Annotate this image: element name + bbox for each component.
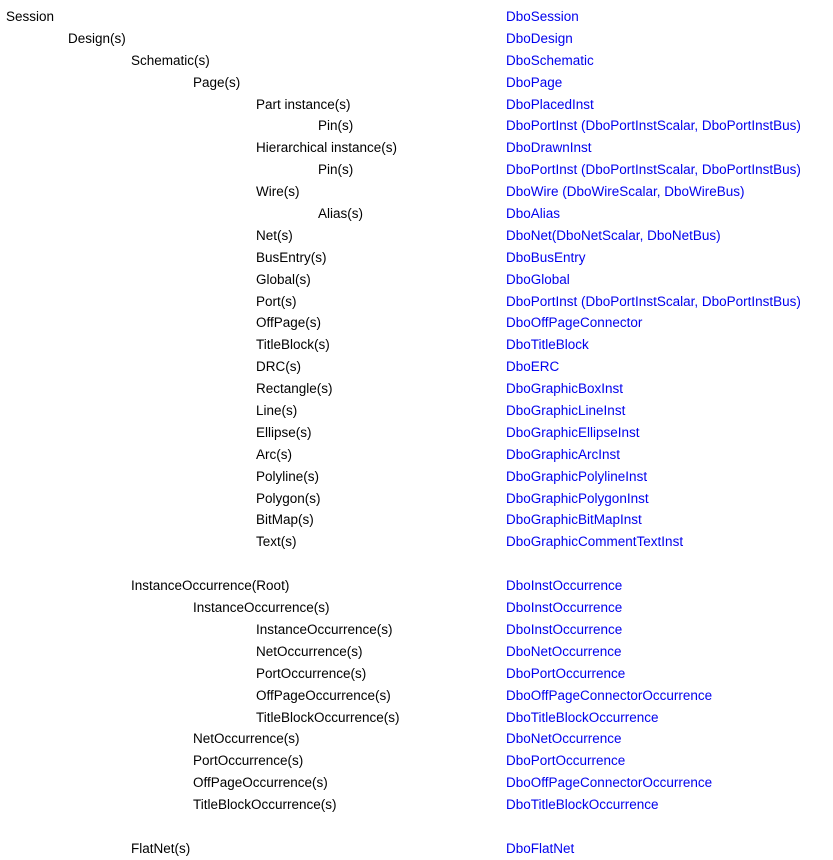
object-label: Design(s) [68, 30, 126, 46]
hierarchy-row [0, 72, 833, 94]
dbo-class-name: DboInstOccurrence [506, 578, 623, 594]
object-label: Polyline(s) [256, 468, 320, 484]
object-label: Net(s) [256, 227, 293, 243]
hierarchy-row [0, 50, 833, 72]
object-label: Pin(s) [318, 118, 354, 134]
object-label: Arc(s) [256, 446, 292, 462]
hierarchy-row [0, 291, 833, 313]
object-label: BusEntry(s) [256, 249, 327, 265]
dbo-class-name: DboTitleBlockOccurrence [506, 709, 659, 725]
hierarchy-row [0, 663, 833, 685]
dbo-class-name: DboGraphicPolygonInst [506, 490, 649, 506]
object-label: Pin(s) [318, 162, 354, 178]
dbo-class-name: DboTitleBlock [506, 337, 589, 353]
dbo-class-name: DboWire (DboWireScalar, DboWireBus) [506, 184, 745, 200]
object-label: NetOccurrence(s) [193, 731, 300, 747]
hierarchy-row [0, 247, 833, 269]
dbo-class-name: DboOffPageConnectorOccurrence [506, 775, 713, 791]
hierarchy-row [0, 488, 833, 510]
dbo-class-name: DboDesign [506, 30, 573, 46]
object-label: Schematic(s) [131, 52, 210, 68]
dbo-class-name: DboNetOccurrence [506, 731, 622, 747]
hierarchy-row [0, 509, 833, 531]
object-label: Ellipse(s) [256, 424, 312, 440]
hierarchy-row [0, 269, 833, 291]
hierarchy-row [0, 400, 833, 422]
hierarchy-row [0, 466, 833, 488]
hierarchy-row [0, 707, 833, 729]
object-label: PortOccurrence(s) [193, 753, 304, 769]
dbo-class-name: DboDrawnInst [506, 140, 592, 156]
hierarchy-row [0, 94, 833, 116]
dbo-class-name: DboPortOccurrence [506, 753, 626, 769]
dbo-class-name: DboGraphicBitMapInst [506, 512, 642, 528]
dbo-class-name: DboGraphicBoxInst [506, 381, 624, 397]
dbo-class-name: DboNetOccurrence [506, 643, 622, 659]
hierarchy-row [0, 838, 833, 860]
hierarchy-row [0, 619, 833, 641]
hierarchy-row [0, 750, 833, 772]
object-label: TitleBlockOccurrence(s) [193, 797, 337, 813]
hierarchy-row [0, 28, 833, 50]
hierarchy-row [0, 728, 833, 750]
object-label: OffPageOccurrence(s) [193, 775, 328, 791]
dbo-class-name: DboGraphicPolylineInst [506, 468, 648, 484]
hierarchy-row [0, 685, 833, 707]
dbo-class-name: DboPortInst (DboPortInstScalar, DboPortInstBus) [506, 118, 801, 134]
dbo-class-name: DboPortInst (DboPortInstScalar, DboPortInstBus) [506, 293, 801, 309]
spacer-row [0, 816, 833, 838]
hierarchy-row [0, 378, 833, 400]
hierarchy-row [0, 203, 833, 225]
object-label: TitleBlock(s) [256, 337, 330, 353]
dbo-class-name: DboGlobal [506, 271, 570, 287]
dbo-class-name: DboBusEntry [506, 249, 586, 265]
hierarchy-row [0, 181, 833, 203]
dbo-class-name: DboTitleBlockOccurrence [506, 797, 659, 813]
hierarchy-row [0, 137, 833, 159]
hierarchy-row [0, 356, 833, 378]
dbo-class-name: DboPortOccurrence [506, 665, 626, 681]
dbo-class-name: DboOffPageConnectorOccurrence [506, 687, 713, 703]
object-label: Part instance(s) [256, 96, 351, 112]
dbo-class-name: DboSchematic [506, 52, 594, 68]
hierarchy-row [0, 794, 833, 816]
hierarchy-row [0, 575, 833, 597]
hierarchy-row [0, 6, 833, 28]
object-label: Session [6, 9, 55, 24]
object-label: PortOccurrence(s) [256, 665, 367, 681]
dbo-class-name: DboFlatNet [506, 840, 575, 856]
object-label: InstanceOccurrence(Root) [131, 578, 290, 594]
object-label: Port(s) [256, 293, 297, 309]
hierarchy-row [0, 772, 833, 794]
object-label: InstanceOccurrence(s) [193, 600, 330, 616]
dbo-class-name: DboInstOccurrence [506, 600, 623, 616]
object-label: Page(s) [193, 74, 241, 90]
hierarchy-row [0, 444, 833, 466]
hierarchy-row [0, 115, 833, 137]
hierarchy-row [0, 312, 833, 334]
hierarchy-row [0, 159, 833, 181]
object-label: Line(s) [256, 403, 298, 419]
hierarchy-row [0, 225, 833, 247]
hierarchy-row [0, 422, 833, 444]
dbo-class-name: DboNet(DboNetScalar, DboNetBus) [506, 227, 721, 243]
dbo-class-name: DboPortInst (DboPortInstScalar, DboPortInstBus) [506, 162, 801, 178]
hierarchy-row [0, 597, 833, 619]
dbo-class-name: DboGraphicArcInst [506, 446, 621, 462]
dbo-class-name: DboPage [506, 74, 563, 90]
dbo-class-name: DboPlacedInst [506, 96, 594, 112]
object-label: FlatNet(s) [131, 840, 191, 856]
object-label: Global(s) [256, 271, 311, 287]
object-label: Text(s) [256, 534, 297, 550]
hierarchy-row [0, 334, 833, 356]
object-label: NetOccurrence(s) [256, 643, 363, 659]
dbo-class-name: DboGraphicCommentTextInst [506, 534, 684, 550]
object-label: Polygon(s) [256, 490, 321, 506]
object-label: DRC(s) [256, 359, 301, 375]
dbo-class-name: DboGraphicEllipseInst [506, 424, 640, 440]
dbo-class-name: DboInstOccurrence [506, 621, 623, 637]
dbo-class-name: DboAlias [506, 206, 561, 222]
object-label: OffPageOccurrence(s) [256, 687, 391, 703]
object-label: Alias(s) [318, 206, 364, 222]
hierarchy-row [0, 641, 833, 663]
dbo-class-name: DboSession [506, 9, 579, 24]
dbo-class-name: DboGraphicLineInst [506, 403, 626, 419]
dbo-class-name: DboERC [506, 359, 560, 375]
spacer-row [0, 553, 833, 575]
object-hierarchy-list [0, 6, 833, 860]
object-label: BitMap(s) [256, 512, 314, 528]
object-label: Hierarchical instance(s) [256, 140, 398, 156]
object-label: OffPage(s) [256, 315, 322, 331]
dbo-class-name: DboOffPageConnector [506, 315, 643, 331]
object-label: InstanceOccurrence(s) [256, 621, 393, 637]
object-label: TitleBlockOccurrence(s) [256, 709, 400, 725]
hierarchy-row [0, 531, 833, 553]
object-label: Wire(s) [256, 184, 300, 200]
object-label: Rectangle(s) [256, 381, 333, 397]
